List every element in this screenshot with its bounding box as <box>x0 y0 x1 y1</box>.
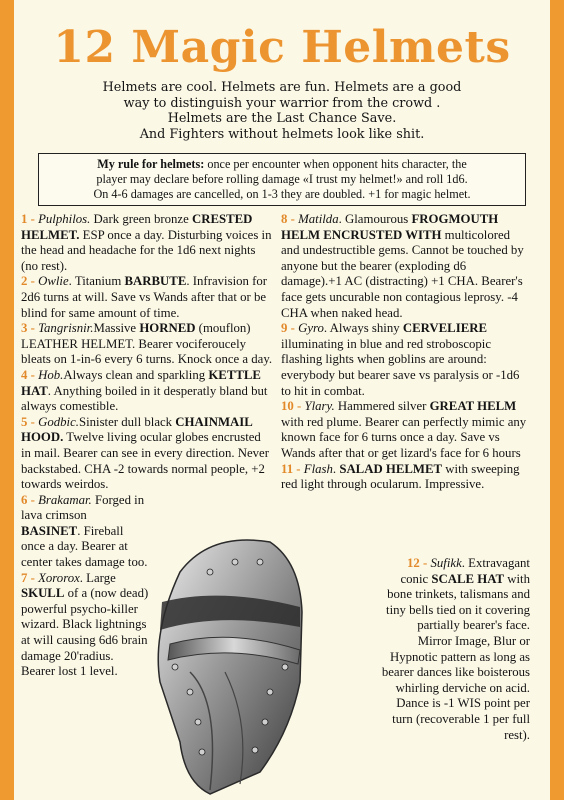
helmet-rule-box <box>38 153 526 206</box>
entry-type: SCALE HAT <box>431 571 505 586</box>
helmet-entry: 2 - Owlie. Titanium BARBUTE. Infravision for 2d6 turns at will. Save vs Wands after that or be blind for same amount of time. <box>21 274 268 320</box>
entry-number: 3 <box>21 321 28 336</box>
entry-number: 2 <box>21 274 28 289</box>
entry-name: Godbic. <box>38 414 79 429</box>
intro-line: Helmets are the Last Chance Save. <box>167 111 397 126</box>
intro-line: And Fighters without helmets look like shit. <box>139 126 425 142</box>
rule-line: On 4-6 damages are cancelled, on 1-3 they are doubled. +1 for magic helmet. <box>93 187 471 201</box>
intro-line: Helmets are cool. Helmets are fun. Helmets are a good <box>102 80 462 95</box>
entry-type: SKULL <box>21 586 65 601</box>
entry-number: 9 <box>281 321 288 336</box>
entry-number: 7 <box>21 570 28 585</box>
entry-name: Matilda <box>298 212 339 226</box>
rule-line: once per encounter when opponent hits character, the <box>204 157 467 171</box>
helmet-entry: 11 - Flash. SALAD HELMET with sweeping red light through ocularum. Impressive. <box>281 461 520 492</box>
helmet-entry: 5 - Godbic.Sinister dull black CHAINMAIL HOOD. Twelve living ocular globes encrusted in mail. Bearer can see in every direction. Never backstabed. CHA -2 towards normal people, +2 towards weirdos. <box>21 414 270 492</box>
helmet-entry: 7 - Xororox. Large SKULL of a (now dead) powerful psycho-killer wizard. Black lightnings at will causing 6d6 brain damage 20'radius. Bearer lost 1 level. <box>21 570 149 679</box>
rule-lead: My rule for helmets: <box>97 157 205 171</box>
helmet-entry: 6 - Brakamar. Forged in lava crimson BASINET. Fireball once a day. Bearer at center takes damage too. <box>21 492 148 570</box>
entry-name: Ylary. <box>304 399 335 414</box>
entry-name: Xororox <box>38 570 80 585</box>
page-title: 12 Magic Helmets <box>53 22 511 73</box>
entry-type: HORNED <box>139 321 196 336</box>
entry-number: 1 <box>21 212 28 226</box>
entry-type: BARBUTE <box>124 274 187 289</box>
entry-type: KETTLE HAT <box>21 367 261 398</box>
entry-type: FROGMOUTH HELM ENCRUSTED WITH <box>281 212 499 242</box>
entry-type: BASINET <box>21 523 78 538</box>
entry-number: 8 <box>281 212 288 226</box>
helmet-entry: 9 - Gyro. Always shiny CERVELIERE illuminating in blue and red stroboscopic flashing lights when goblins are around: everybody but bearer save vs paralysis or -1d6 to hit in combat. <box>281 321 520 398</box>
entry-type: CHAINMAIL HOOD. <box>21 414 253 445</box>
entry-number: 6 <box>21 492 28 507</box>
entry-name: Sufikk <box>430 556 462 570</box>
entry-number: 12 <box>407 556 420 570</box>
entry-name: Owlie <box>38 274 69 289</box>
helmet-entry: 4 - Hob.Always clean and sparkling KETTLE HAT. Anything boiled in it desperatly bland but always comestible. <box>21 367 268 414</box>
entry-number: 5 <box>21 414 28 429</box>
right-orange-border <box>550 0 564 800</box>
entry-name: Flash <box>303 461 333 476</box>
right-column <box>281 212 529 493</box>
entry-name: Pulphilos. <box>38 212 91 226</box>
helmet-illustration <box>150 532 305 800</box>
entry-type: SALAD HELMET <box>339 461 443 476</box>
entry-name: Tangrisnir. <box>38 321 94 336</box>
intro-line: way to distinguish your warrior from the crowd . <box>123 95 441 111</box>
entry-name: Gyro <box>298 321 324 336</box>
entry-type: CERVELIERE <box>402 321 488 336</box>
entry-type: CRESTED HELMET. <box>21 212 253 242</box>
entry-number: 4 <box>21 367 28 382</box>
entry-number: 10 <box>281 399 294 414</box>
helmet-entry: 8 - Matilda. Glamourous FROGMOUTH HELM ENCRUSTED WITH multicolored and undestructible gems. Cannot be touched by anyone but the bearer (exploding d6 damage).+1 AC (distracting) +1 CHA. Bearer's face gets uncurable non contagious leprosy. -4 CHA when naked head. <box>281 212 524 320</box>
entry-name: Brakamar. <box>38 492 92 507</box>
helmet-entry-12: 12 - Sufikk. Extravagant conic SCALE HAT with bone trinkets, talismans and tiny bells tied on it covering partially bearer's face. Mirror Image, Blur or Hypnotic pattern as long as bearer dances like boisterous whirling derviche on acid. Dance is -1 WIS point per turn (recoverable 1 per full rest). <box>381 556 530 742</box>
entry-type: GREAT HELM <box>429 399 517 414</box>
rule-line: player may declare before rolling damage «I trust my helmet!» and roll 1d6. <box>96 172 468 186</box>
left-orange-border <box>0 0 14 800</box>
helmet-entry: 3 - Tangrisnir.Massive HORNED (mouflon) LEATHER HELMET. Bearer vociferoucely bleats on 1-in-6 every 6 turns. Knock once a day. <box>21 321 273 367</box>
entry-name: Hob. <box>38 367 64 382</box>
helmet-entry: 1 - Pulphilos. Dark green bronze CRESTED HELMET. ESP once a day. Disturbing voices in the head and headache for the 1d6 next nights (no rest). <box>21 212 272 273</box>
intro-text <box>28 80 536 142</box>
entry-number: 11 <box>281 461 294 476</box>
helmet-entry: 10 - Ylary. Hammered silver GREAT HELM with red plume. Bearer can perfectly mimic any known face for 6 turns once a day. Save vs Wands after that or get lizard's face for 6 hours <box>281 399 527 460</box>
